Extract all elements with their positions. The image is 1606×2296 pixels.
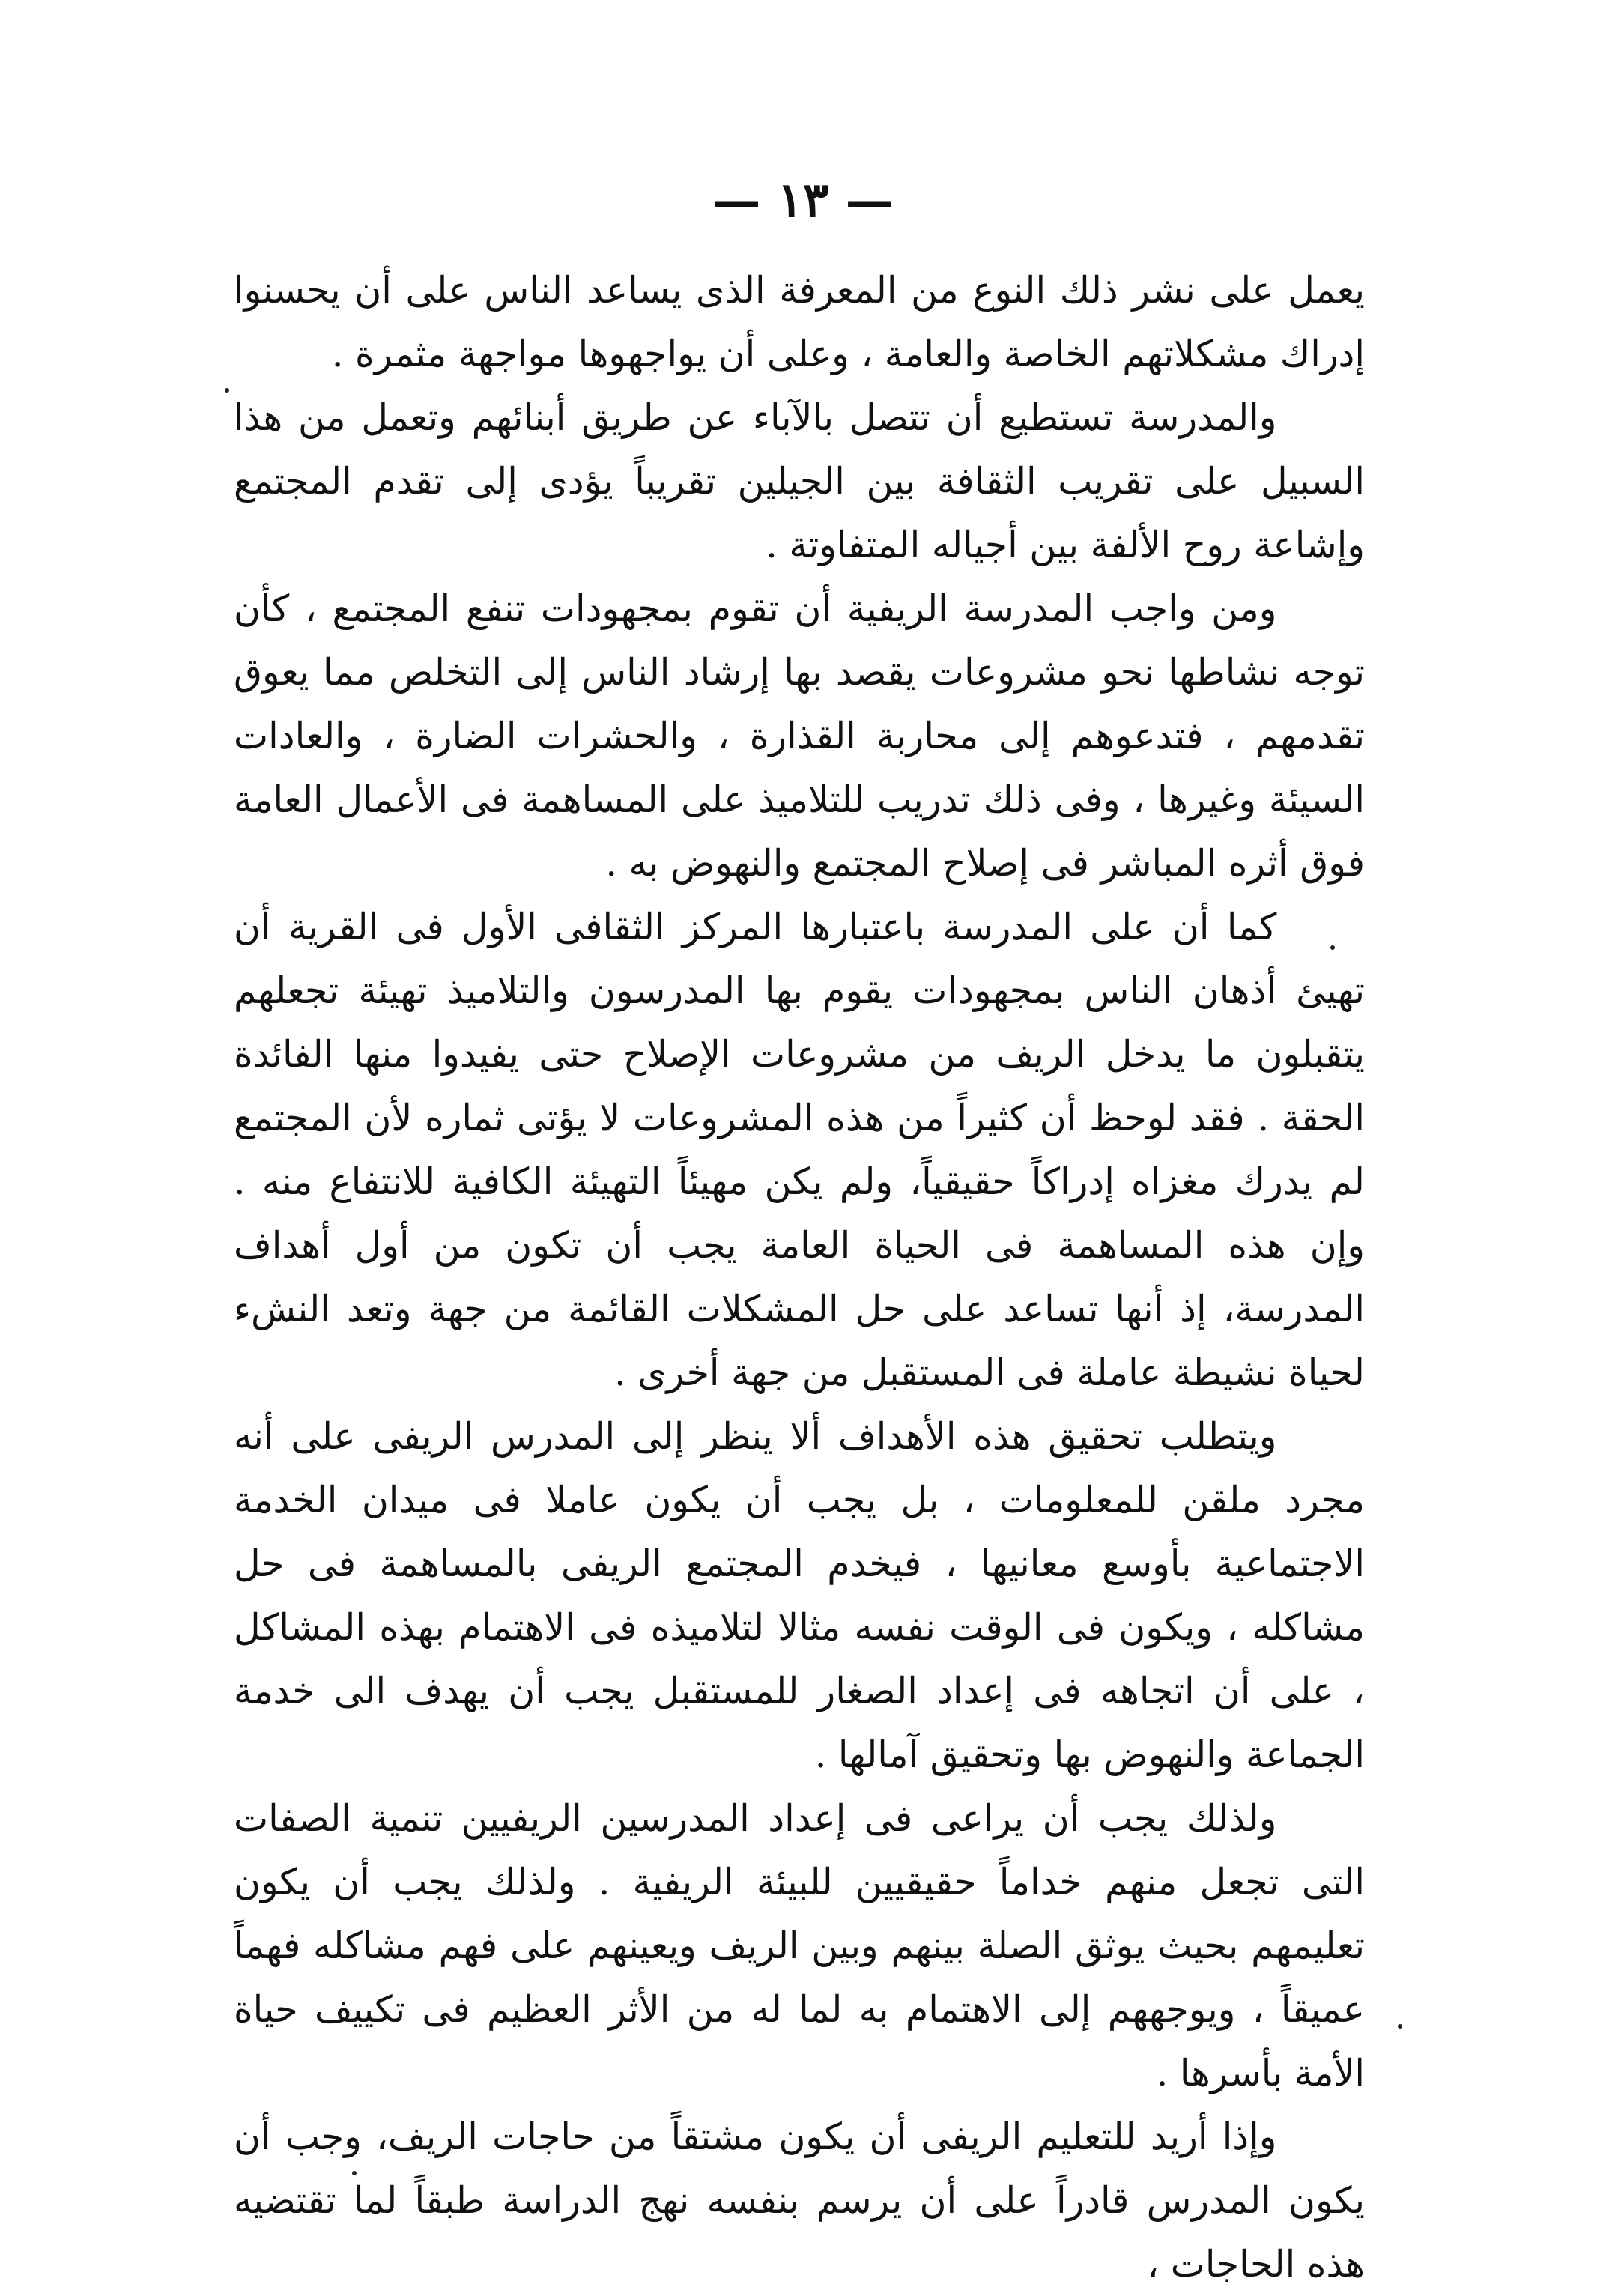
- scan-speck: [1398, 2024, 1402, 2029]
- page-number: — ١٣ —: [712, 172, 894, 228]
- paragraph-school-and-parents: والمدرسة تستطيع أن تتصل بالآباء عن طريق أبنائهم وتعمل من هذا السبيل على تقريب الثقافة بين الجيلين تقريباً يؤدى إلى تقدم المجتمع وإشاعة روح الألفة بين أجياله المتفاوتة .: [234, 396, 1365, 566]
- paragraph-continuation: يعمل على نشر ذلك النوع من المعرفة الذى يساعد الناس على أن يحسنوا إدراك مشكلاتهم الخاصة والعامة ، وعلى أن يواجهوها مواجهة مثمرة .: [234, 269, 1365, 375]
- scan-speck: [352, 2171, 357, 2175]
- paragraph-curriculum: وإذا أريد للتعليم الريفى أن يكون مشتقاً من حاجات الريف، وجب أن يكون المدرس قادراً على أن يرسم بنفسه نهج الدراسة طبقاً لما تقتضيه هذه الحاجات ،: [234, 2115, 1365, 2286]
- document-body: [234, 258, 1365, 2296]
- paragraph-cultural-center: كما أن على المدرسة باعتبارها المركز الثقافى الأول فى القرية أن تهيئ أذهان الناس بمجهودات يقوم بها المدرسون والتلاميذ تهيئة تجعلهم يتقبلون ما يدخل الريف من مشروعات الإصلاح حتى يفيدوا منها الفائدة الحقة . فقد لوحظ أن كثيراً من هذه المشروعات لا يؤتى ثماره لأن المجتمع لم يدرك مغزاه إدراكاً حقيقياً، ولم يكن مهيئاً التهيئة الكافية للانتفاع منه . وإن هذه المساهمة فى الحياة العامة يجب أن تكون من أول أهداف المدرسة، إذ أنها تساعد على حل المشكلات القائمة من جهة وتعد النشء لحياة نشيطة عاملة فى المستقبل من جهة أخرى .: [234, 906, 1365, 1394]
- paragraph-teacher-role: ويتطلب تحقيق هذه الأهداف ألا ينظر إلى المدرس الريفى على أنه مجرد ملقن للمعلومات ، بل يجب أن يكون عاملا فى ميدان الخدمة الاجتماعية بأوسع معانيها ، فيخدم المجتمع الريفى بالمساهمة فى حل مشاكله ، ويكون فى الوقت نفسه مثالا لتلاميذه فى الاهتمام بهذه المشاكل ، على أن اتجاهه فى إعداد الصغار للمستقبل يجب أن يهدف الى خدمة الجماعة والنهوض بها وتحقيق آمالها .: [234, 1415, 1365, 1776]
- scan-speck: [1330, 945, 1335, 950]
- paragraph-teacher-preparation: ولذلك يجب أن يراعى فى إعداد المدرسين الريفيين تنمية الصفات التى تجعل منهم خداماً حقيقيين للبيئة الريفية . ولذلك يجب أن يكون تعليمهم بحيث يوثق الصلة بينهم وبين الريف ويعينهم على فهم مشاكله فهماً عميقاً ، ويوجههم إلى الاهتمام به لما له من الأثر العظيم فى تكييف حياة الأمة بأسرها .: [234, 1797, 1365, 2094]
- paragraph-rural-school-duty: ومن واجب المدرسة الريفية أن تقوم بمجهودات تنفع المجتمع ، كأن توجه نشاطها نحو مشروعات يقصد بها إرشاد الناس إلى التخلص مما يعوق تقدمهم ، فتدعوهم إلى محاربة القذارة ، والحشرات الضارة ، والعادات السيئة وغيرها ، وفى ذلك تدريب للتلاميذ على المساهمة فى الأعمال العامة فوق أثره المباشر فى إصلاح المجتمع والنهوض به .: [234, 587, 1365, 885]
- scan-speck: [225, 388, 229, 393]
